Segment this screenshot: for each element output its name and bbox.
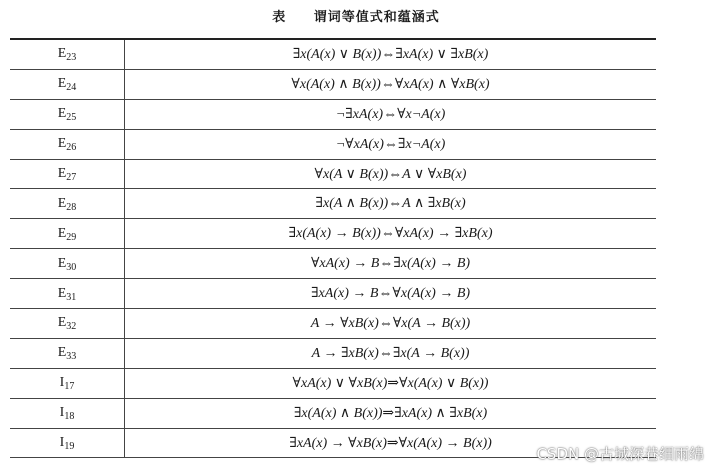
rule-number: 17 — [64, 381, 75, 393]
rule-letter: E — [57, 225, 67, 241]
rule-label — [10, 159, 125, 189]
table-row — [10, 338, 656, 368]
rule-formula: ¬∃xA(x)⇔∀x¬A(x) — [125, 99, 657, 129]
rule-label — [10, 279, 125, 309]
rule-number: 19 — [64, 441, 75, 453]
rule-number: 30 — [66, 261, 77, 273]
rule-formula: ¬∀xA(x)⇔∃x¬A(x) — [125, 129, 657, 159]
table-row — [10, 279, 656, 309]
rule-label — [10, 249, 125, 279]
rule-number: 23 — [66, 52, 77, 64]
rule-number: 26 — [66, 142, 77, 154]
rule-number: 28 — [66, 201, 77, 213]
rule-formula: ∃xA(x) → ∀xB(x)⇒∀x(A(x) → B(x)) — [125, 428, 657, 458]
rules-table — [10, 38, 656, 458]
table-row — [10, 189, 656, 219]
rule-formula: A → ∀xB(x)⇔∀x(A → B(x)) — [125, 309, 657, 339]
rule-number: 27 — [66, 172, 77, 183]
rule-formula: ∃x(A(x) ∧ B(x))⇒∃xA(x) ∧ ∃xB(x) — [125, 398, 657, 428]
table-row — [10, 129, 656, 159]
table-row — [10, 159, 656, 189]
rule-number: 33 — [66, 351, 77, 363]
rule-label — [10, 368, 125, 398]
table-row — [10, 39, 656, 69]
table-row — [10, 309, 656, 339]
rule-formula: ∀xA(x) → B⇔∃x(A(x) → B) — [125, 249, 657, 279]
rule-label — [10, 398, 125, 428]
rule-letter: I — [59, 405, 65, 421]
rule-label — [10, 309, 125, 339]
rule-formula: ∀xA(x) ∨ ∀xB(x)⇒∀x(A(x) ∨ B(x)) — [125, 368, 657, 398]
rule-label — [10, 129, 125, 159]
table-row — [10, 368, 656, 398]
rule-formula: ∃x(A(x) ∨ B(x))⇔∃xA(x) ∨ ∃xB(x) — [125, 39, 657, 69]
rule-letter: E — [57, 46, 67, 62]
rule-letter: E — [57, 195, 67, 211]
rule-letter: E — [57, 315, 67, 331]
rule-number: 31 — [66, 291, 77, 303]
rule-number: 29 — [66, 231, 77, 243]
rule-label — [10, 99, 125, 129]
table-caption — [0, 6, 712, 25]
rule-letter: E — [57, 285, 67, 301]
rule-letter: E — [57, 106, 67, 122]
rule-label — [10, 39, 125, 69]
table-row — [10, 249, 656, 279]
rule-formula: ∃x(A(x) → B(x))⇔∀xA(x) → ∃xB(x) — [125, 219, 657, 249]
rule-number: 24 — [66, 82, 77, 94]
rule-formula: ∃xA(x) → B⇔∀x(A(x) → B) — [125, 279, 657, 309]
rule-label — [10, 428, 125, 458]
rule-number: 32 — [66, 321, 77, 333]
rule-letter: E — [57, 255, 67, 271]
table-row — [10, 398, 656, 428]
rule-letter: E — [57, 76, 67, 92]
rule-number: 18 — [64, 411, 75, 423]
rule-letter: I — [59, 435, 65, 451]
rule-label — [10, 338, 125, 368]
rule-number: 25 — [66, 112, 77, 124]
caption-title: 谓词等值式和蕴涵式 — [313, 10, 440, 25]
rule-formula: ∃x(A ∧ B(x))⇔A ∧ ∃xB(x) — [125, 189, 657, 219]
rule-formula: ∀x(A ∨ B(x))⇔A ∨ ∀xB(x) — [125, 159, 657, 189]
rule-letter: I — [59, 375, 65, 391]
rule-letter: E — [57, 136, 67, 152]
rule-formula: ∀x(A(x) ∧ B(x))⇔∀xA(x) ∧ ∀xB(x) — [125, 69, 657, 99]
rule-label — [10, 219, 125, 249]
table-row — [10, 219, 656, 249]
table-row — [10, 99, 656, 129]
table-row — [10, 69, 656, 99]
watermark: CSDN @古城深巷细雨绵 — [536, 445, 704, 463]
rule-label — [10, 69, 125, 99]
rule-formula: A → ∃xB(x)⇔∃x(A → B(x)) — [125, 338, 657, 368]
rule-letter: E — [57, 345, 67, 361]
rule-label — [10, 189, 125, 219]
rule-letter: E — [57, 166, 67, 181]
caption-lead: 表 — [272, 10, 287, 25]
